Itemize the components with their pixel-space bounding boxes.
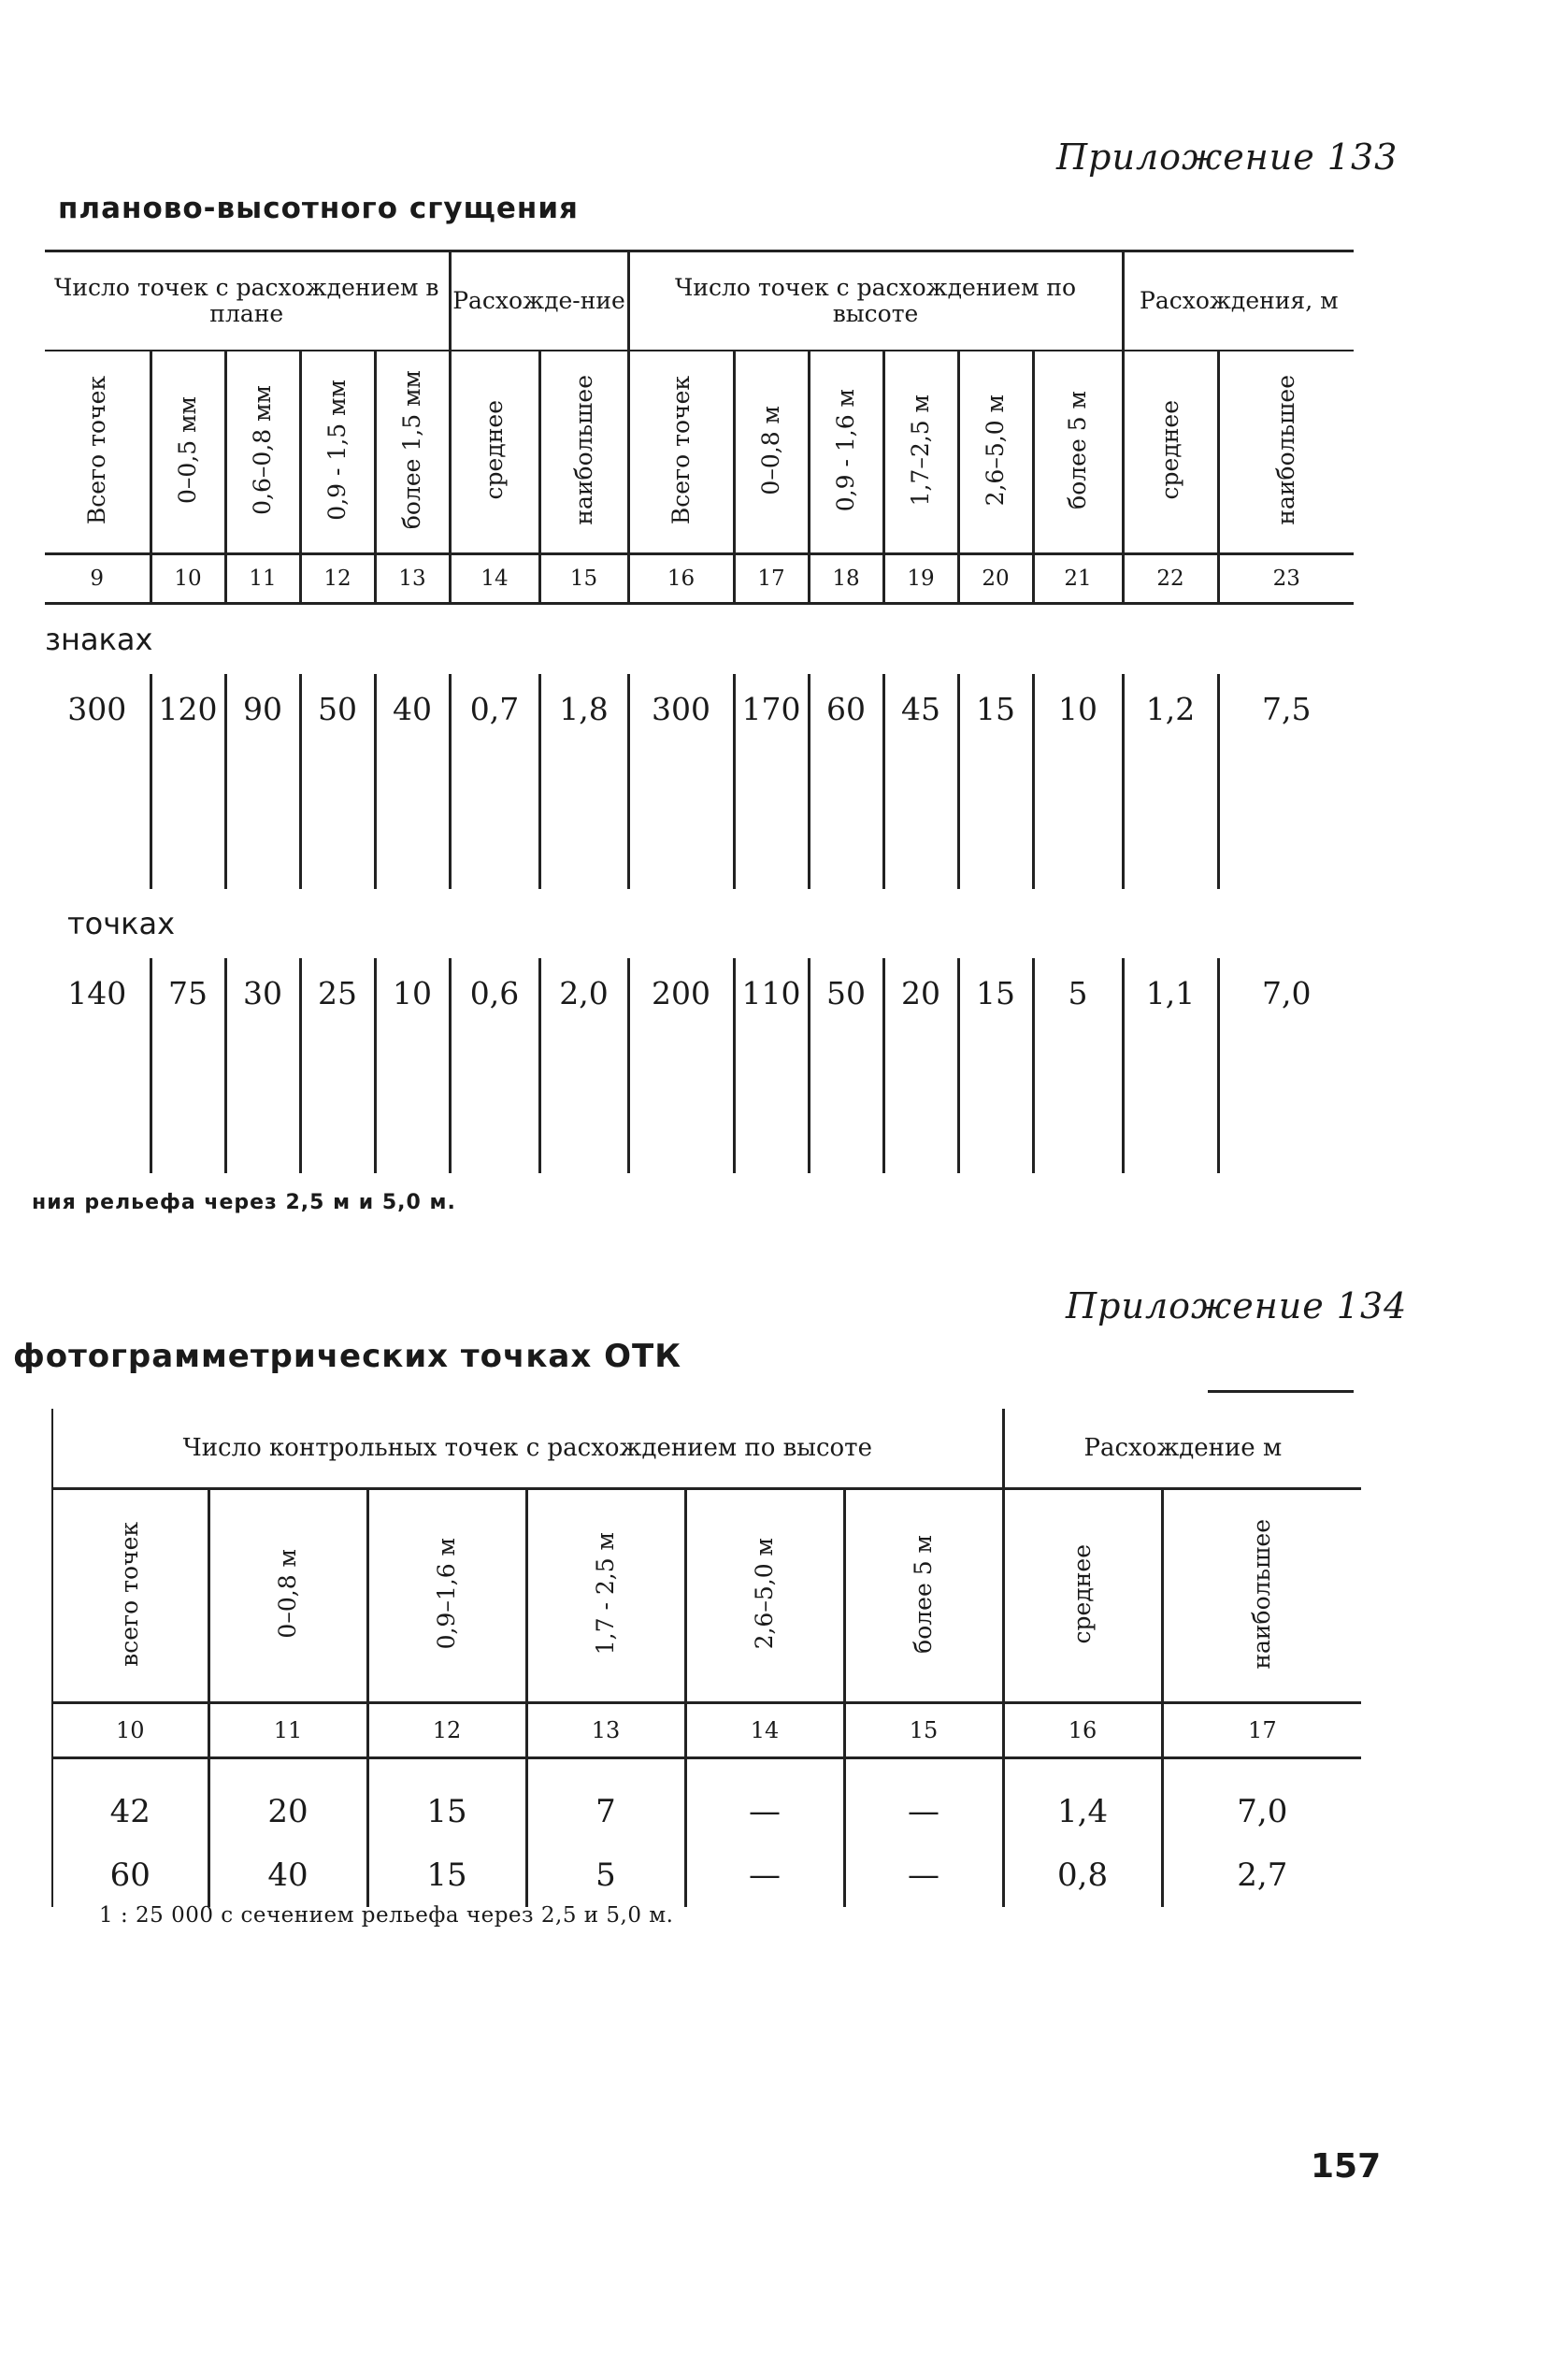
column-number: 12 bbox=[300, 554, 375, 604]
column-number: 20 bbox=[958, 554, 1033, 604]
table-cell: 0,7 bbox=[450, 674, 539, 889]
column-number: 17 bbox=[1162, 1703, 1361, 1758]
table-cell: 1,1 bbox=[1123, 958, 1218, 1173]
table-cell: 15 bbox=[958, 958, 1033, 1173]
column-number: 14 bbox=[450, 554, 539, 604]
table-cell: 90 bbox=[225, 674, 300, 889]
table-cell: — bbox=[844, 1758, 1003, 1844]
section-title: знаках bbox=[45, 622, 153, 657]
column-header: более 5 м bbox=[844, 1489, 1003, 1703]
column-header: 2,6–5,0 м bbox=[958, 351, 1033, 554]
column-number-row bbox=[52, 1703, 1361, 1758]
column-header: 0–0,8 м bbox=[734, 351, 809, 554]
column-number: 12 bbox=[367, 1703, 526, 1758]
column-number: 13 bbox=[375, 554, 450, 604]
column-number: 23 bbox=[1218, 554, 1354, 604]
column-number: 21 bbox=[1033, 554, 1123, 604]
section-title: точках bbox=[67, 906, 175, 941]
table-cell: — bbox=[685, 1843, 844, 1907]
column-header: Всего точек bbox=[628, 351, 734, 554]
table-cell: 7,0 bbox=[1162, 1758, 1361, 1844]
table-cell: 5 bbox=[526, 1843, 685, 1907]
column-number-row bbox=[45, 554, 1354, 604]
table-cell: 50 bbox=[809, 958, 883, 1173]
column-header: среднее bbox=[1003, 1489, 1162, 1703]
group-header-height: Число контрольных точек с расхождением по высоте bbox=[52, 1409, 1003, 1489]
column-number: 10 bbox=[52, 1703, 208, 1758]
table-cell: 45 bbox=[883, 674, 958, 889]
table-cell: 200 bbox=[628, 958, 734, 1173]
table-cell: 60 bbox=[809, 674, 883, 889]
table-row bbox=[45, 674, 1354, 889]
table-cell: 7 bbox=[526, 1758, 685, 1844]
column-number: 16 bbox=[1003, 1703, 1162, 1758]
appendix-134-footnote: 1 : 25 000 с сечением рельефа через 2,5 и 5,0 м. bbox=[99, 1903, 674, 1928]
appendix-133-label: Приложение 133 bbox=[1056, 136, 1398, 178]
column-number: 16 bbox=[628, 554, 734, 604]
column-header: более 5 м bbox=[1033, 351, 1123, 554]
page-number: 157 bbox=[1311, 2147, 1382, 2186]
group-header-divergence-m: Расхождение м bbox=[1003, 1409, 1361, 1489]
table-cell: 15 bbox=[367, 1843, 526, 1907]
group-header-plan: Число точек с расхождением в плане bbox=[45, 251, 450, 351]
table-cell: 1,2 bbox=[1123, 674, 1218, 889]
table-cell: 10 bbox=[1033, 674, 1123, 889]
column-header: наибольшее bbox=[539, 351, 628, 554]
table-cell: 110 bbox=[734, 958, 809, 1173]
table-cell: 15 bbox=[958, 674, 1033, 889]
table-cell: 5 bbox=[1033, 958, 1123, 1173]
table-cell: — bbox=[844, 1843, 1003, 1907]
column-header: 0,9 - 1,6 м bbox=[809, 351, 883, 554]
appendix-133-heading: планово-высотного сгущения bbox=[58, 192, 579, 225]
table-cell: 30 bbox=[225, 958, 300, 1173]
column-number: 9 bbox=[45, 554, 151, 604]
column-header: 0,6–0,8 мм bbox=[225, 351, 300, 554]
column-header: 1,7 - 2,5 м bbox=[526, 1489, 685, 1703]
table-cell: 2,0 bbox=[539, 958, 628, 1173]
table-row bbox=[45, 958, 1354, 1173]
column-header: наибольшее bbox=[1162, 1489, 1361, 1703]
column-number: 14 bbox=[685, 1703, 844, 1758]
table-cell: 10 bbox=[375, 958, 450, 1173]
table-cell: 140 bbox=[67, 975, 127, 1011]
table-row bbox=[52, 1843, 1361, 1907]
table-cell: 2,7 bbox=[1162, 1843, 1361, 1907]
table-cell: 20 bbox=[208, 1758, 367, 1844]
appendix-134-label: Приложение 134 bbox=[1066, 1285, 1408, 1326]
table-cell: 50 bbox=[300, 674, 375, 889]
column-header: 0–0,5 мм bbox=[151, 351, 225, 554]
table-cell: 25 bbox=[300, 958, 375, 1173]
table-cell: 15 bbox=[367, 1758, 526, 1844]
table-cell: 20 bbox=[883, 958, 958, 1173]
column-header: Всего точек bbox=[45, 351, 151, 554]
column-number: 11 bbox=[208, 1703, 367, 1758]
appendix-134-heading: фотограмметрических точках ОТК bbox=[13, 1338, 682, 1375]
table-cell: 60 bbox=[52, 1843, 208, 1907]
column-header: наибольшее bbox=[1218, 351, 1354, 554]
column-header: более 1,5 мм bbox=[375, 351, 450, 554]
table-cell: 300 bbox=[67, 691, 127, 727]
table-cell: 0,8 bbox=[1003, 1843, 1162, 1907]
column-number: 18 bbox=[809, 554, 883, 604]
appendix-133-footnote: ния рельефа через 2,5 м и 5,0 м. bbox=[32, 1191, 456, 1214]
column-header: 0,9–1,6 м bbox=[367, 1489, 526, 1703]
column-header: 2,6–5,0 м bbox=[685, 1489, 844, 1703]
table-cell: 1,4 bbox=[1003, 1758, 1162, 1844]
column-header: 1,7–2,5 м bbox=[883, 351, 958, 554]
column-number: 19 bbox=[883, 554, 958, 604]
column-header: среднее bbox=[1123, 351, 1218, 554]
column-header: всего точек bbox=[52, 1489, 208, 1703]
column-header: 0–0,8 м bbox=[208, 1489, 367, 1703]
group-header-divergence: Расхожде-ние bbox=[450, 251, 628, 351]
top-rule bbox=[1208, 1390, 1354, 1393]
column-number: 10 bbox=[151, 554, 225, 604]
column-header: среднее bbox=[450, 351, 539, 554]
column-header: 0,9 - 1,5 мм bbox=[300, 351, 375, 554]
column-number: 11 bbox=[225, 554, 300, 604]
table-cell: 40 bbox=[375, 674, 450, 889]
table-cell: 42 bbox=[52, 1758, 208, 1844]
appendix-134-table bbox=[51, 1409, 1361, 1907]
table-cell: 120 bbox=[151, 674, 225, 889]
table-cell: 1,8 bbox=[539, 674, 628, 889]
column-number: 15 bbox=[844, 1703, 1003, 1758]
table-cell: 40 bbox=[208, 1843, 367, 1907]
column-number: 15 bbox=[539, 554, 628, 604]
table-cell: — bbox=[685, 1758, 844, 1844]
group-header-divergences-m: Расхождения, м bbox=[1123, 251, 1354, 351]
appendix-133-table bbox=[45, 250, 1354, 1173]
table-row bbox=[52, 1758, 1361, 1844]
column-number: 17 bbox=[734, 554, 809, 604]
group-header-height: Число точек с расхождением по высоте bbox=[628, 251, 1123, 351]
column-number: 22 bbox=[1123, 554, 1218, 604]
table-cell: 0,6 bbox=[450, 958, 539, 1173]
column-number: 13 bbox=[526, 1703, 685, 1758]
table-cell: 75 bbox=[151, 958, 225, 1173]
table-cell: 300 bbox=[628, 674, 734, 889]
table-cell: 7,5 bbox=[1218, 674, 1354, 889]
table-cell: 7,0 bbox=[1218, 958, 1354, 1173]
table-cell: 170 bbox=[734, 674, 809, 889]
